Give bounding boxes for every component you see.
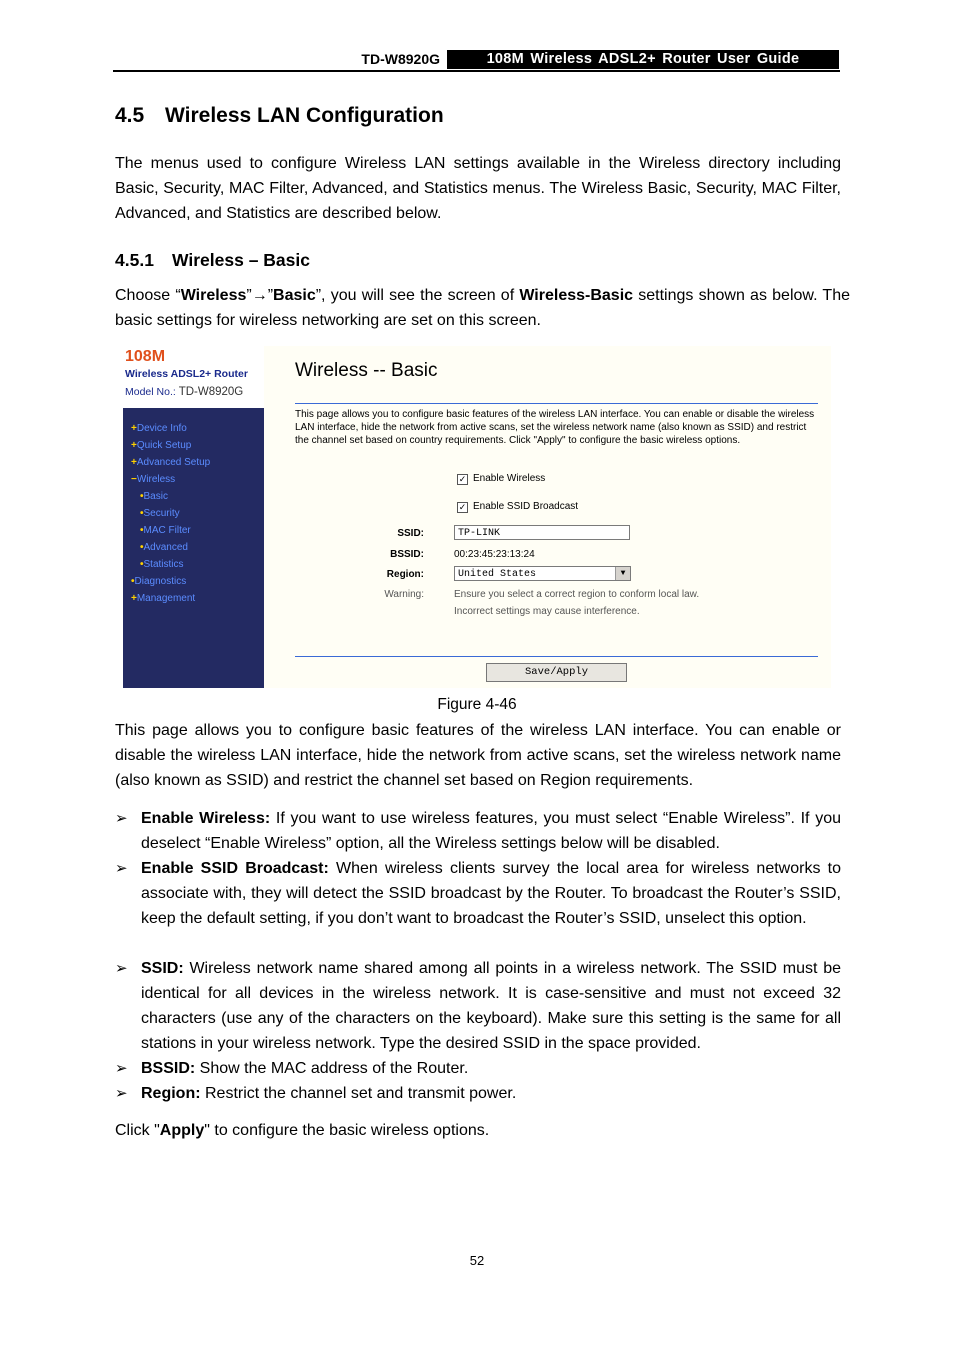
page-number: 52 (469, 1253, 485, 1268)
bullet-arrow-icon: ➢ (115, 1060, 128, 1077)
choose-paragraph (115, 283, 850, 333)
nav-quick-setup[interactable] (131, 440, 191, 451)
choose-text-1: Choose “ (115, 287, 181, 304)
bullet-enable-wireless (115, 806, 841, 856)
title-divider (295, 403, 818, 404)
nav-device-info[interactable] (131, 423, 187, 434)
brand-model (125, 386, 243, 398)
router-sidebar (123, 346, 264, 688)
click-apply-paragraph (115, 1118, 841, 1143)
router-page-title: Wireless -- Basic (295, 360, 438, 381)
region-select[interactable] (454, 566, 631, 581)
brand-model-label: Model No.: (125, 386, 179, 398)
bullet-text: When wireless clients survey the local area for wireless networks to associate with, they will detect the SSID broadcast by the Router. To broadcast the Router’s SSID, keep the default setting, if you don’t want to broadcast the Router’s SSID, unselect this option. (141, 860, 841, 927)
choose-bold-wireless: Wireless (180, 287, 247, 304)
nav-label: Management (136, 593, 196, 604)
nav-minus-icon: − (131, 474, 137, 485)
bullet-arrow-icon: ➢ (115, 1085, 128, 1102)
region-label: Region: (386, 569, 424, 580)
bullet-text: Restrict the channel set and transmit power. (200, 1085, 517, 1102)
bullet-term: BSSID: (141, 1060, 196, 1077)
chevron-down-icon: ▼ (615, 567, 630, 580)
bullet-term: Enable SSID Broadcast: (141, 860, 329, 877)
warning-line-1: Ensure you select a correct region to conform local law. (454, 589, 700, 600)
choose-text-3: ”, you will see the screen of (315, 287, 520, 304)
warning-line-2: Incorrect settings may cause interference. (454, 606, 640, 617)
bullet-arrow-icon: ➢ (115, 810, 128, 827)
nav-label: Diagnostics (134, 576, 187, 587)
bssid-label: BSSID: (390, 549, 424, 560)
nav-label: Quick Setup (136, 440, 192, 451)
nav-label: Device Info (136, 423, 187, 434)
nav-wireless-security[interactable] (140, 508, 180, 519)
nav-advanced-setup[interactable] (131, 457, 210, 468)
nav-diagnostics[interactable] (131, 576, 186, 587)
click-bold-apply: Apply (159, 1122, 205, 1139)
nav-wireless-mac-filter[interactable] (140, 525, 191, 536)
bullet-text: Wireless network name shared among all points in a wireless network. The SSID must be identical for all devices in the wireless network. It is case-sensitive and must not exceed 32 characters (use any of the characters on the keyboard). Make sure this setting is the same for all stations in your wireless network. Type the desired SSID in the space provided. (141, 960, 841, 1052)
nav-label: Statistics (143, 559, 184, 570)
bullet-region (115, 1081, 841, 1106)
subsection-title: Wireless – Basic (172, 250, 310, 270)
enable-ssid-label: Enable SSID Broadcast (473, 501, 579, 512)
section-heading (115, 104, 444, 128)
choose-text-2: ”→” (246, 287, 274, 304)
click-text-2: " to configure the basic wireless options. (204, 1122, 490, 1139)
enable-wireless-label: Enable Wireless (473, 473, 546, 484)
router-brand (123, 346, 264, 408)
nav-bullet-icon: • (140, 508, 144, 519)
bullet-arrow-icon: ➢ (115, 960, 128, 977)
bullet-term: Region: (141, 1085, 201, 1102)
nav-wireless-statistics[interactable] (140, 559, 184, 570)
section-number: 4.5 (115, 104, 145, 127)
nav-plus-icon: + (131, 457, 137, 468)
page-description-paragraph: This page allows you to configure basic features of the wireless LAN interface. You can enable or disable the wireless LAN interface, hide the network from active scans, set the wireless network name (also known as SSID) and restrict the channel set based on Region requirements. (115, 722, 841, 789)
bullet-bssid (115, 1056, 841, 1081)
nav-plus-icon: + (131, 440, 137, 451)
header-guide-title: 108M Wireless ADSL2+ Router User Guide (447, 50, 839, 69)
nav-label: Advanced (143, 542, 188, 553)
brand-model-number: TD-W8920G (178, 386, 244, 398)
intro-paragraph: The menus used to configure Wireless LAN settings available in the Wireless directory including Basic, Security, MAC Filter, Advanced, and Statistics menus. The Wireless Basic, Security, MAC Filter, Advanced, and Statistics are described below. (115, 155, 841, 222)
bullet-term: SSID: (141, 960, 184, 977)
bssid-value: 00:23:45:23:13:24 (454, 549, 535, 560)
section-title: Wireless LAN Configuration (165, 104, 444, 127)
subsection-number: 4.5.1 (115, 250, 154, 270)
router-main-panel (264, 346, 831, 688)
bullet-text: Show the MAC address of the Router. (195, 1060, 469, 1077)
ssid-label: SSID: (397, 528, 424, 539)
footer-divider (295, 656, 818, 657)
region-selected-value: United States (458, 569, 537, 580)
choose-text-4: settings shown as below. The basic settings for wireless networking are set on this screen. (115, 287, 851, 329)
nav-wireless[interactable] (131, 474, 175, 485)
enable-wireless-checkbox[interactable] (457, 473, 545, 485)
bullet-ssid (115, 956, 841, 1056)
bullet-text: If you want to use wireless features, you must select “Enable Wireless”. If you deselect “Enable Wireless” option, all the Wireless settings below will be disabled. (141, 810, 841, 852)
checkbox-check-icon: ✓ (458, 502, 467, 512)
nav-wireless-basic[interactable] (140, 491, 168, 502)
subsection-heading (115, 250, 310, 271)
nav-label: MAC Filter (143, 525, 191, 536)
click-text-1: Click " (115, 1122, 160, 1139)
choose-bold-wireless-basic: Wireless-Basic (519, 287, 634, 304)
nav-label: Basic (143, 491, 168, 502)
nav-bullet-icon: • (140, 491, 144, 502)
ssid-input[interactable]: TP-LINK (454, 525, 630, 540)
nav-management[interactable] (131, 593, 195, 604)
save-apply-button[interactable]: Save/Apply (486, 663, 627, 682)
nav-bullet-icon: • (140, 559, 144, 570)
router-screenshot-figure (123, 346, 831, 688)
nav-plus-icon: + (131, 593, 137, 604)
header-divider (113, 70, 840, 72)
brand-108m: 108M (125, 348, 166, 365)
nav-wireless-advanced[interactable] (140, 542, 188, 553)
bullet-term: Enable Wireless: (141, 810, 271, 827)
nav-bullet-icon: • (140, 542, 144, 553)
nav-label: Security (143, 508, 180, 519)
bullet-enable-ssid-broadcast (115, 856, 841, 931)
nav-bullet-icon: • (131, 576, 135, 587)
router-page-description: This page allows you to configure basic features of the wireless LAN interface. You can enable or disable the wireless LAN interface, hide the network from active scans, set the wireless network name (also known as SSID) and restrict the channel set based on country requirements. Click "Apply" to configure the basic wireless options. (295, 409, 815, 446)
checkbox-check-icon: ✓ (458, 474, 467, 484)
warning-label: Warning: (384, 589, 424, 600)
brand-product-name: Wireless ADSL2+ Router (125, 368, 248, 380)
choose-bold-basic: Basic (273, 287, 316, 304)
nav-plus-icon: + (131, 423, 137, 434)
nav-label: Wireless (136, 474, 176, 485)
enable-ssid-broadcast-checkbox[interactable] (457, 501, 578, 513)
nav-label: Advanced Setup (136, 457, 211, 468)
nav-bullet-icon: • (140, 525, 144, 536)
figure-caption: Figure 4-46 (437, 696, 517, 713)
bullet-arrow-icon: ➢ (115, 860, 128, 877)
header-model: TD-W8920G (361, 51, 440, 67)
